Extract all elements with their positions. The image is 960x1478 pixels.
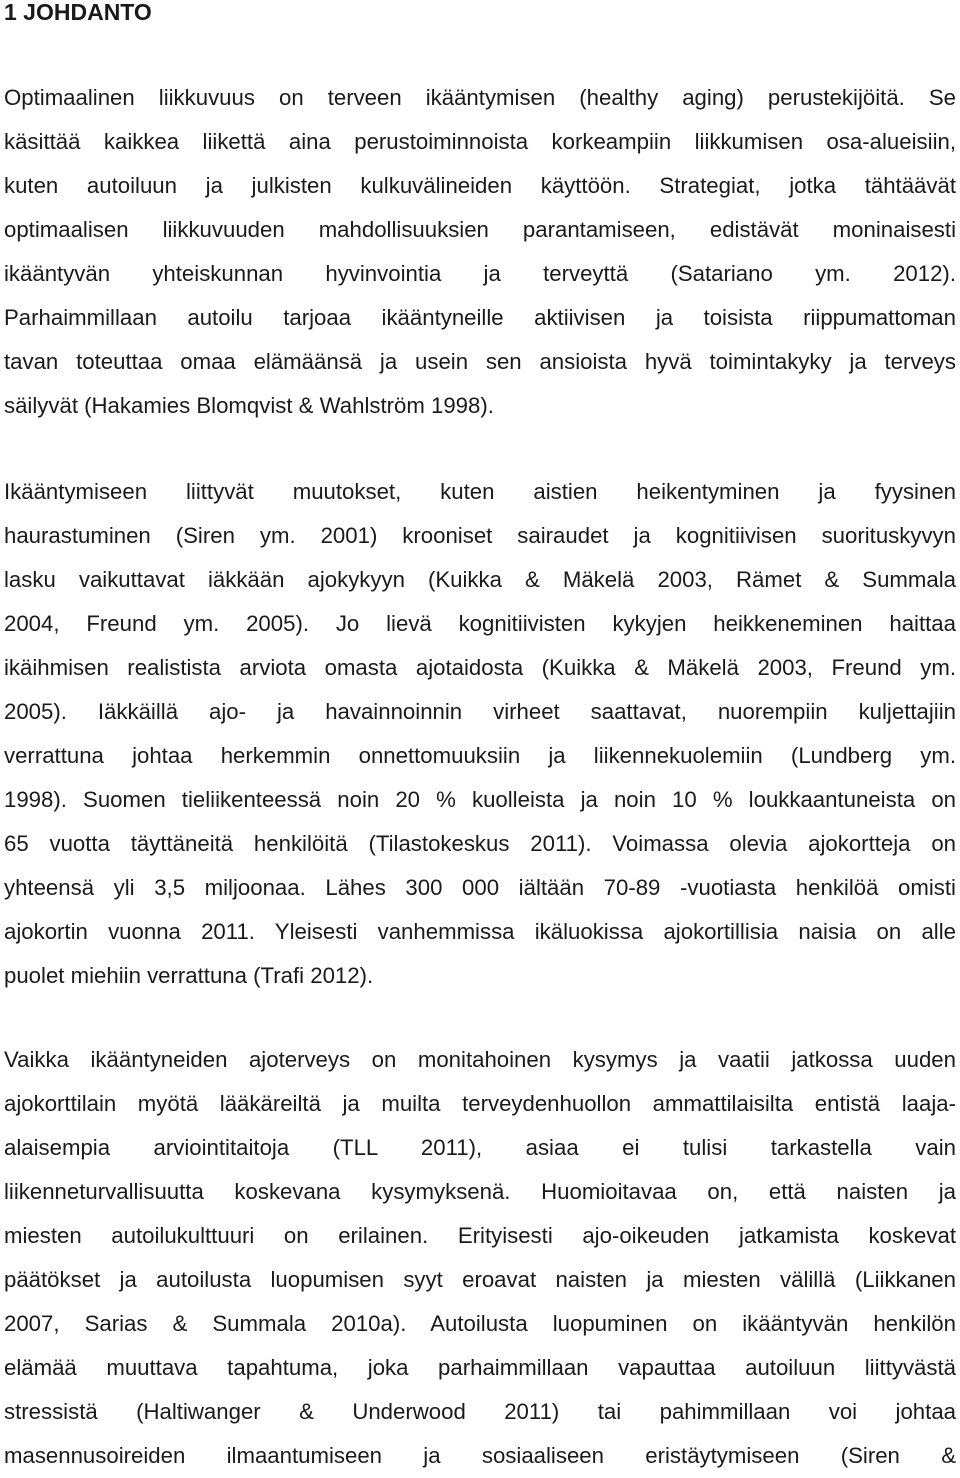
text-line: verrattuna johtaa herkemmin onnettomuuksiin ja liikennekuolemiin (Lundberg ym. xyxy=(4,743,956,768)
text-line: stressistä (Haltiwanger & Underwood 2011) tai pahimmillaan voi johtaa xyxy=(4,1399,956,1424)
text-line: Ikääntymiseen liittyvät muutokset, kuten aistien heikentyminen ja fyysinen xyxy=(4,479,956,504)
text-line: ajokortin vuonna 2011. Yleisesti vanhemmissa ikäluokissa ajokortillisia naisia on alle xyxy=(4,919,956,944)
text-line: tavan toteuttaa omaa elämäänsä ja usein sen ansioista hyvä toimintakyky ja terveys xyxy=(4,349,956,374)
text-line: Parhaimmillaan autoilu tarjoaa ikääntyneille aktiivisen ja toisista riippumattoman xyxy=(4,305,956,330)
text-line: päätökset ja autoilusta luopumisen syyt eroavat naisten ja miesten välillä (Liikkanen xyxy=(4,1267,956,1292)
text-line: liikenneturvallisuutta koskevana kysymyksenä. Huomioitavaa on, että naisten ja xyxy=(4,1179,956,1204)
text-line: ikäihmisen realistista arviota omasta ajotaidosta (Kuikka & Mäkelä 2003, Freund ym. xyxy=(4,655,956,680)
text-line: 2007, Sarias & Summala 2010a). Autoilusta luopuminen on ikääntyvän henkilön xyxy=(4,1311,956,1336)
text-line: ajokorttilain myötä lääkäreiltä ja muilta terveydenhuollon ammattilaisilta entistä laaja- xyxy=(4,1091,956,1116)
text-line: puolet miehiin verrattuna (Trafi 2012). xyxy=(4,963,374,988)
text-line: Vaikka ikääntyneiden ajoterveys on monitahoinen kysymys ja vaatii jatkossa uuden xyxy=(4,1047,956,1072)
text-line: lasku vaikuttavat iäkkään ajokykyyn (Kuikka & Mäkelä 2003, Rämet & Summala xyxy=(4,567,956,592)
text-line: miesten autoilukulttuuri on erilainen. Erityisesti ajo-oikeuden jatkamista koskevat xyxy=(4,1223,956,1248)
paragraph-2 xyxy=(4,470,956,998)
text-line: 2004, Freund ym. 2005). Jo lievä kognitiivisten kykyjen heikkeneminen haittaa xyxy=(4,611,956,636)
text-line: Optimaalinen liikkuvuus on terveen ikääntymisen (healthy aging) perustekijöitä. Se xyxy=(4,85,956,110)
text-line: 2005). Iäkkäillä ajo- ja havainnoinnin virheet saattavat, nuorempiin kuljettajiin xyxy=(4,699,956,724)
text-line: alaisempia arviointitaitoja (TLL 2011), asiaa ei tulisi tarkastella vain xyxy=(4,1135,956,1160)
text-line: haurastuminen (Siren ym. 2001) krooniset sairaudet ja kognitiivisen suorituskyvyn xyxy=(4,523,956,548)
text-line: masennusoireiden ilmaantumiseen ja sosiaaliseen eristäytymiseen (Siren & xyxy=(4,1443,956,1468)
section-heading: 1 JOHDANTO xyxy=(4,0,152,25)
text-line: elämää muuttava tapahtuma, joka parhaimmillaan vapauttaa autoiluun liittyvästä xyxy=(4,1355,956,1380)
text-line: 1998). Suomen tieliikenteessä noin 20 % kuolleista ja noin 10 % loukkaantuneista on xyxy=(4,787,956,812)
paragraph-3 xyxy=(4,1038,956,1478)
text-line: yhteensä yli 3,5 miljoonaa. Lähes 300 000 iältään 70-89 -vuotiasta henkilöä omisti xyxy=(4,875,956,900)
text-line: säilyvät (Hakamies Blomqvist & Wahlström 1998). xyxy=(4,393,494,418)
text-line: ikääntyvän yhteiskunnan hyvinvointia ja terveyttä (Satariano ym. 2012). xyxy=(4,261,956,286)
text-line: 65 vuotta täyttäneitä henkilöitä (Tilastokeskus 2011). Voimassa olevia ajokortteja on xyxy=(4,831,956,856)
text-line: käsittää kaikkea liikettä aina perustoiminnoista korkeampiin liikkumisen osa-alueisiin, xyxy=(4,129,956,154)
text-line: optimaalisen liikkuvuuden mahdollisuuksien parantamiseen, edistävät moninaisesti xyxy=(4,217,956,242)
paragraph-1 xyxy=(4,76,956,428)
text-line: kuten autoiluun ja julkisten kulkuvälineiden käyttöön. Strategiat, jotka tähtäävät xyxy=(4,173,956,198)
